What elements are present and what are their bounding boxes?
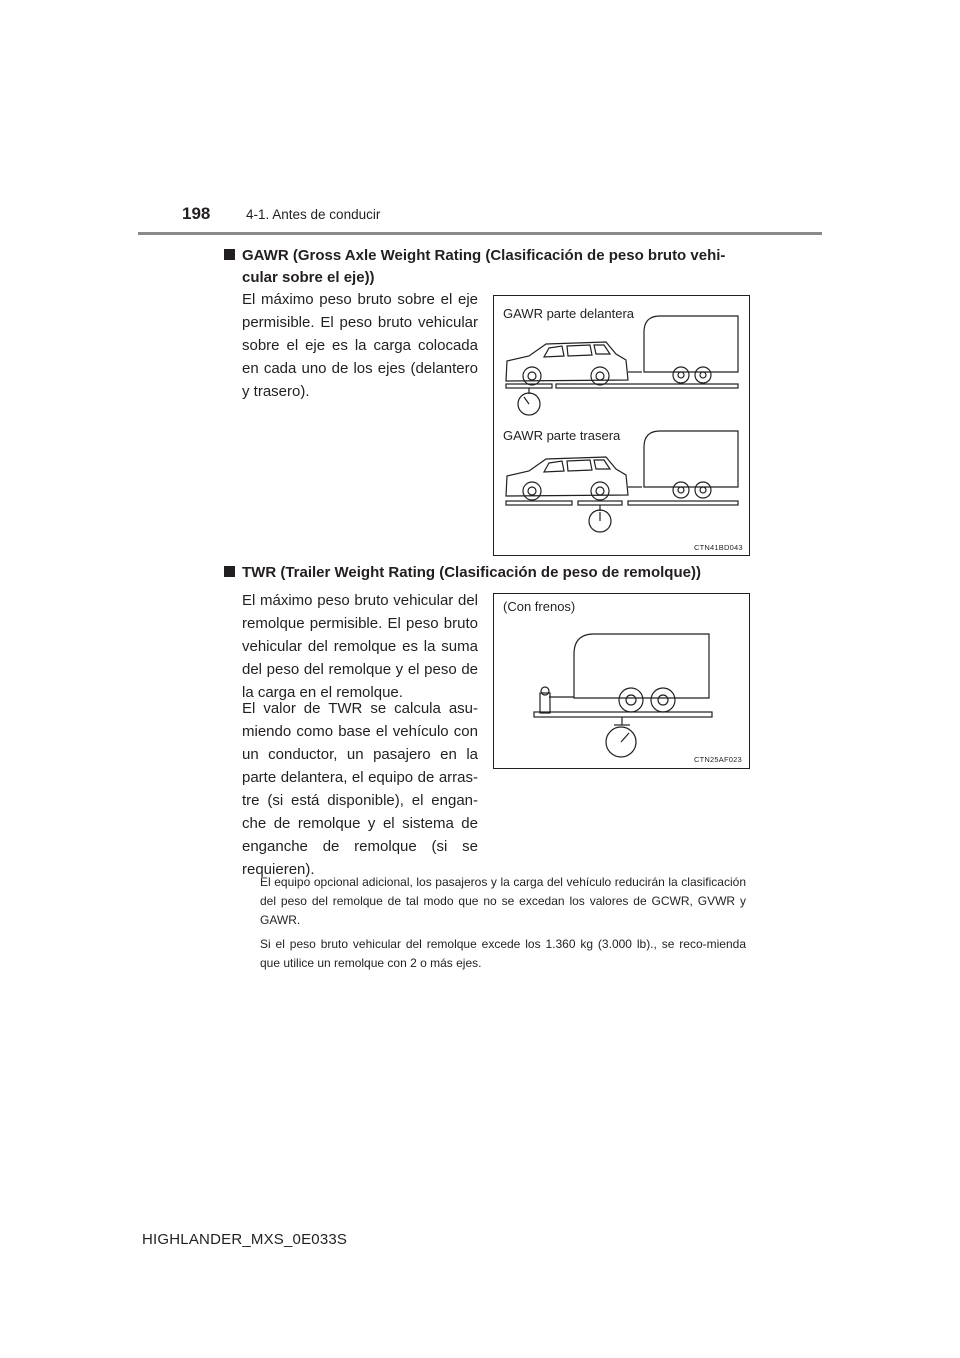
gawr-rear-label: GAWR parte trasera [503,428,621,443]
gawr-heading-line2: cular sobre el eje)) [242,269,375,286]
gawr-front-label: GAWR parte delantera [503,306,635,321]
gawr-heading-line1: GAWR (Gross Axle Weight Rating (Clasificación de peso bruto vehi- [242,247,726,264]
twr-heading-text: TWR (Trailer Weight Rating (Clasificación de peso de remolque)) [242,564,701,581]
note-optional-equipment: El equipo opcional adicional, los pasajeros y la carga del vehículo reducirán la clasificación del peso del remolque de tal modo que no se excedan los valores de GCWR, GVWR y GAWR. [260,875,746,927]
footer-model-code: HIGHLANDER_MXS_0E033S [142,1231,348,1248]
bullet-square-icon [224,566,235,577]
front-axle-scene [506,316,738,415]
trailer-on-scale-scene [534,634,712,757]
twr-figure-label: (Con frenos) [503,599,576,614]
gawr-figure [493,295,750,556]
twr-paragraph-1: El máximo peso bruto vehicular del remolque permisible. El peso bruto vehicular del remolque es la suma del peso del remolque y el peso de la carga en el remolque. [242,592,478,701]
twr-heading [224,562,764,584]
bullet-square-icon [224,249,235,260]
twr-figure [493,593,750,769]
section-title: 4-1. Antes de conducir [246,207,381,222]
gawr-figure-code: CTN41BD043 [694,543,743,552]
note-trailer-axles: Si el peso bruto vehicular del remolque excede los 1.360 kg (3.000 lb)., se reco-mienda que utilice un remolque con 2 o más ejes. [260,937,746,970]
header-divider [138,232,822,235]
twr-figure-code: CTN25AF023 [694,755,742,764]
twr-paragraph-2: El valor de TWR se calcula asu-miendo como base el vehículo con un conductor, un pasajero en la parte delantera, el equipo de arras-tre (si está disponible), el engan-che de remolque y el sistema de enganche de remolque (si se requieren). [242,700,478,878]
page-number: 198 [182,204,211,223]
gawr-heading [224,245,748,289]
gawr-paragraph: El máximo peso bruto sobre el eje permisible. El peso bruto vehicular sobre el eje es la carga colocada en cada uno de los ejes (delantero y trasero). [242,291,478,400]
gawr-illustration [494,296,749,555]
twr-illustration [494,594,749,768]
rear-axle-scene [506,431,738,532]
